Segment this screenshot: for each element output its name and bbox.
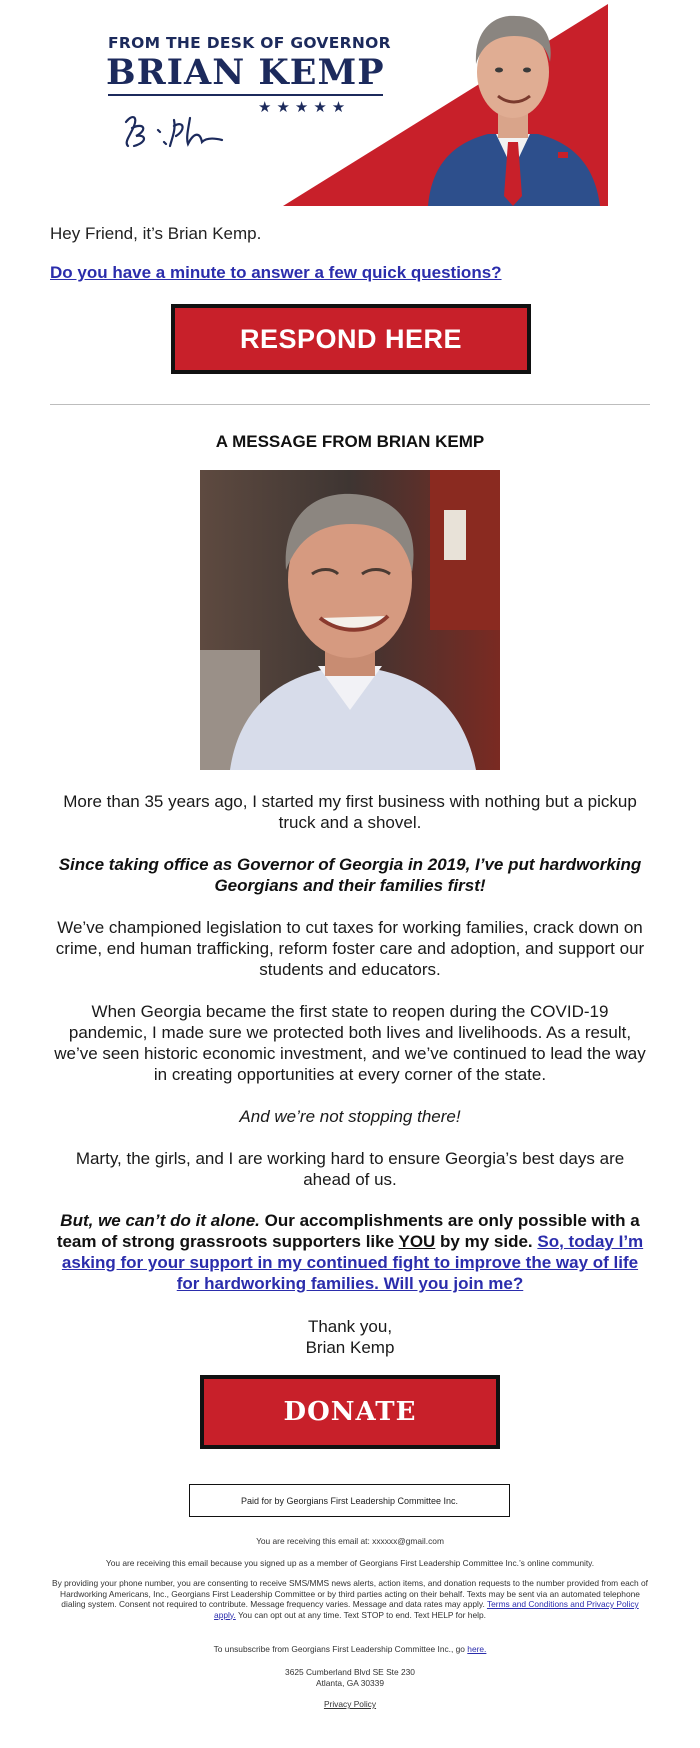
donate-button[interactable]: DONATE <box>200 1375 500 1449</box>
footer-unsubscribe <box>50 1644 650 1655</box>
appeal-after: by my side. <box>435 1232 538 1251</box>
greeting-text: Hey Friend, it’s Brian Kemp. <box>50 224 262 243</box>
signoff-thanks: Thank you, <box>307 1317 393 1336</box>
header-subtitle: FROM THE DESK OF GOVERNOR <box>108 34 391 52</box>
signoff <box>50 1316 650 1358</box>
section-divider <box>50 404 650 405</box>
paragraph-legislation: We’ve championed legislation to cut taxes for working families, crack down on crime, end human trafficking, reform foster care and adoption, and support our students and educators. <box>55 918 645 979</box>
address-line-2: Atlanta, GA 30339 <box>316 1677 384 1688</box>
header-banner <box>98 0 608 210</box>
consent-text: By providing your phone number, you are consenting to receive SMS/MMS news alerts, action items, and donation requests to the number provided from each of Hardworking Americans, Inc., Georgians First Leadership Committee or by third parties acting on their behalf. Texts may be sent via an automated telephone dialing system. Consent not required to contribute. Message frequency varies. Message and data rates may apply. <box>52 1578 648 1609</box>
footer-consent <box>50 1578 650 1620</box>
consent-end: You can opt out at any time. Text STOP to end. Text HELP for help. <box>235 1609 486 1620</box>
paragraph-covid: When Georgia became the first state to reopen during the COVID-19 pandemic, I made sure we protected both lives and livelihoods. As a result, we’ve seen historic economic investment, and we’ve continued to lead the way in creating opportunities at every corner of the state. <box>54 1002 646 1084</box>
paragraph-best-days: Marty, the girls, and I are working hard to ensure Georgia’s best days are ahead of us. <box>75 1149 625 1189</box>
paragraph-support-appeal <box>50 1210 650 1294</box>
unsubscribe-text: To unsubscribe from Georgians First Leadership Committee Inc., go <box>213 1644 468 1654</box>
appeal-italic: But, we can’t do it alone. <box>60 1211 260 1230</box>
footer-address <box>50 1667 650 1688</box>
signature-image <box>118 108 228 153</box>
stars-icon: ★★★★★ <box>258 99 351 116</box>
privacy-policy-link[interactable]: Privacy Policy <box>323 1699 377 1709</box>
paragraph-families-first: Since taking office as Governor of Georgia in 2019, I’ve put hardworking Georgians and their families first! <box>58 855 642 895</box>
signoff-name: Brian Kemp <box>305 1338 395 1357</box>
appeal-main: Our accomplishments are only possible with a team of strong grassroots supporters like <box>56 1211 640 1251</box>
address-line-1: 3625 Cumberland Blvd SE Ste 230 <box>285 1667 415 1677</box>
footer-reason: You are receiving this email because you signed up as a member of Georgians First Leadership Committee Inc.’s online community. <box>105 1558 595 1568</box>
survey-link[interactable]: Do you have a minute to answer a few quick questions? <box>50 263 502 282</box>
footer-receiving: You are receiving this email at: xxxxxx@gmail.com <box>256 1536 444 1546</box>
unsubscribe-link[interactable]: here. <box>467 1644 487 1654</box>
paragraph-not-stopping: And we’re not stopping there! <box>239 1107 461 1126</box>
terms-link[interactable]: Terms and Conditions and Privacy Policy apply. <box>214 1599 639 1620</box>
footer-privacy <box>50 1699 650 1710</box>
paid-for-disclaimer: Paid for by Georgians First Leadership Committee Inc. <box>189 1484 510 1517</box>
kemp-portrait-photo <box>200 470 500 770</box>
appeal-you: YOU <box>398 1232 436 1251</box>
header-name: BRIAN KEMP <box>106 52 385 93</box>
paragraph-first-business: More than 35 years ago, I started my first business with nothing but a pickup truck and a shovel. <box>63 792 637 832</box>
governor-header-photo <box>418 0 608 206</box>
message-heading: A MESSAGE FROM BRIAN KEMP <box>215 432 485 451</box>
join-me-link[interactable]: So, today I’m asking for your support in my continued fight to improve the way of life for hardworking families. Will you join me? <box>61 1232 644 1293</box>
header-rule <box>108 94 383 96</box>
respond-here-button[interactable]: RESPOND HERE <box>171 304 531 374</box>
